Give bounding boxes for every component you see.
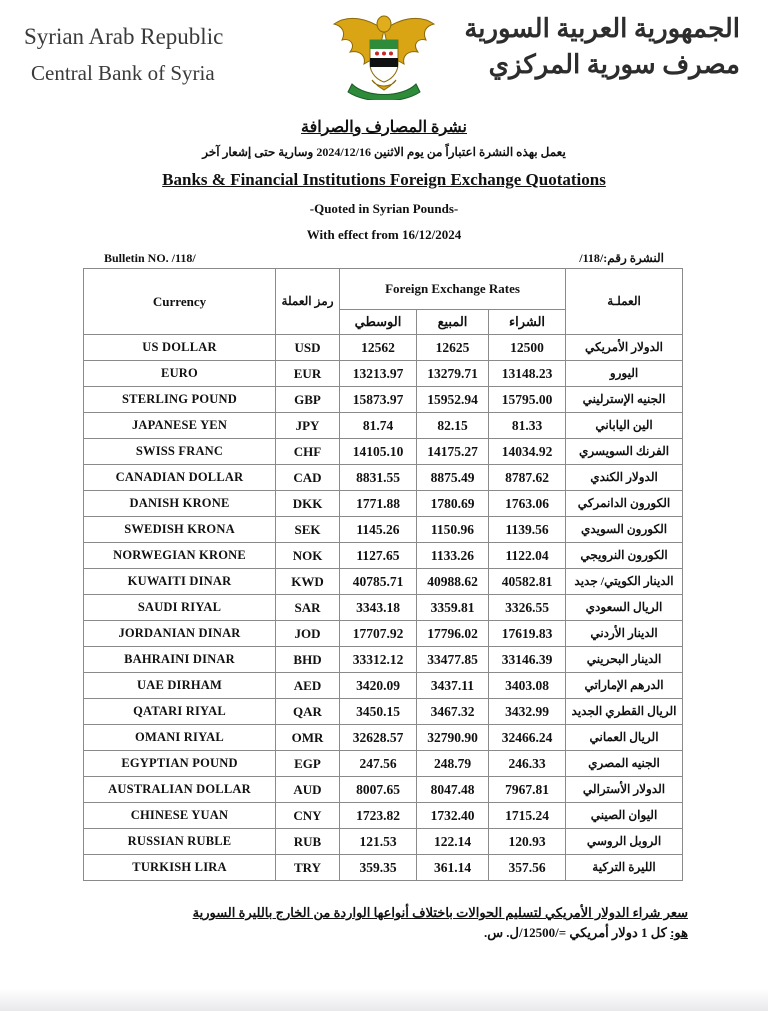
table-row: [84, 465, 683, 491]
currency-name-ar: الدولار الأسترالي: [566, 777, 683, 803]
table-row: [84, 517, 683, 543]
currency-code: JOD: [276, 621, 340, 647]
rate-buy: 1122.04: [489, 543, 566, 569]
currency-code: NOK: [276, 543, 340, 569]
currency-code: USD: [276, 335, 340, 361]
currency-code: TRY: [276, 855, 340, 881]
currency-name-ar: الروبل الروسي: [566, 829, 683, 855]
rate-buy: 1763.06: [489, 491, 566, 517]
rate-buy: 33146.39: [489, 647, 566, 673]
currency-name-ar: الفرنك السويسري: [566, 439, 683, 465]
rate-middle: 121.53: [340, 829, 417, 855]
effect-date: With effect from 16/12/2024: [306, 227, 462, 242]
table-row: [84, 725, 683, 751]
rate-middle: 32628.57: [340, 725, 417, 751]
currency-name-ar: الدرهم الإماراتي: [566, 673, 683, 699]
rate-sell: 3437.11: [417, 673, 489, 699]
currency-code: OMR: [276, 725, 340, 751]
rate-middle: 40785.71: [340, 569, 417, 595]
country-name-ar: الجمهورية العربية السورية: [464, 14, 740, 43]
rate-sell: 3359.81: [417, 595, 489, 621]
rate-middle: 81.74: [340, 413, 417, 439]
rate-buy: 3326.55: [489, 595, 566, 621]
rate-buy: 1715.24: [489, 803, 566, 829]
table-row: [84, 491, 683, 517]
currency-name-ar: الدينار الكويتي/ جديد: [566, 569, 683, 595]
header-currency-ar: العملـة: [566, 269, 683, 335]
rate-sell: 15952.94: [417, 387, 489, 413]
rate-sell: 3467.32: [417, 699, 489, 725]
rate-buy: 32466.24: [489, 725, 566, 751]
rate-sell: 12625: [417, 335, 489, 361]
table-row: [84, 387, 683, 413]
header-currency: Currency: [84, 269, 276, 335]
currency-name-ar: الدينار الأردني: [566, 621, 683, 647]
currency-name: EURO: [84, 361, 276, 387]
currency-name-ar: الكورون السويدي: [566, 517, 683, 543]
currency-code: RUB: [276, 829, 340, 855]
currency-name: SWEDISH KRONA: [84, 517, 276, 543]
rate-middle: 8831.55: [340, 465, 417, 491]
currency-name: UAE DIRHAM: [84, 673, 276, 699]
rate-buy: 13148.23: [489, 361, 566, 387]
currency-name: SAUDI RIYAL: [84, 595, 276, 621]
english-title: [0, 170, 768, 190]
rate-middle: 1771.88: [340, 491, 417, 517]
rate-buy: 246.33: [489, 751, 566, 777]
currency-name: CHINESE YUAN: [84, 803, 276, 829]
currency-code: EGP: [276, 751, 340, 777]
currency-code: CAD: [276, 465, 340, 491]
rate-buy: 3432.99: [489, 699, 566, 725]
rate-buy: 15795.00: [489, 387, 566, 413]
currency-name: KUWAITI DINAR: [84, 569, 276, 595]
table-row: [84, 621, 683, 647]
rate-middle: 359.35: [340, 855, 417, 881]
currency-name: EGYPTIAN POUND: [84, 751, 276, 777]
rate-middle: 247.56: [340, 751, 417, 777]
header-code-ar: رمز العملة: [276, 269, 340, 335]
rate-buy: 17619.83: [489, 621, 566, 647]
currency-name: US DOLLAR: [84, 335, 276, 361]
eagle-emblem-icon: [328, 10, 440, 100]
currency-name-ar: الليرة التركية: [566, 855, 683, 881]
currency-name: DANISH KRONE: [84, 491, 276, 517]
rate-middle: 13213.97: [340, 361, 417, 387]
rate-sell: 1150.96: [417, 517, 489, 543]
rate-buy: 120.93: [489, 829, 566, 855]
rate-sell: 248.79: [417, 751, 489, 777]
footer-note: سعر شراء الدولار الأمريكي لتسليم الحوالات باختلاف أنواعها الواردة من الخارج بالليرة السورية: [192, 905, 688, 920]
rate-sell: 17796.02: [417, 621, 489, 647]
currency-name: OMANI RIYAL: [84, 725, 276, 751]
currency-name: BAHRAINI DINAR: [84, 647, 276, 673]
rate-sell: 1732.40: [417, 803, 489, 829]
currency-code: SEK: [276, 517, 340, 543]
currency-name: JAPANESE YEN: [84, 413, 276, 439]
rate-sell: 1780.69: [417, 491, 489, 517]
rate-middle: 15873.97: [340, 387, 417, 413]
header-rates-group: Foreign Exchange Rates: [340, 269, 566, 310]
rate-sell: 13279.71: [417, 361, 489, 387]
bank-name: Central Bank of Syria: [31, 61, 215, 85]
currency-name: CANADIAN DOLLAR: [84, 465, 276, 491]
currency-code: BHD: [276, 647, 340, 673]
arabic-effect-note: يعمل بهذه النشرة اعتباراً من يوم الاثنين 2024/12/16 وسارية حتى إشعار آخر: [202, 145, 566, 159]
header-sell: المبيع: [417, 310, 489, 335]
rate-sell: 122.14: [417, 829, 489, 855]
table-row: [84, 543, 683, 569]
footer-rate-lead: هو:: [670, 925, 688, 940]
currency-name: AUSTRALIAN DOLLAR: [84, 777, 276, 803]
english-title-text: Banks & Financial Institutions Foreign Exchange Quotations: [162, 170, 606, 189]
currency-name: QATARI RIYAL: [84, 699, 276, 725]
table-row: [84, 361, 683, 387]
table-row: [84, 569, 683, 595]
currency-code: GBP: [276, 387, 340, 413]
arabic-title-text: نشرة المصارف والصرافة: [301, 119, 467, 136]
rates-body: [84, 335, 683, 881]
rate-buy: 81.33: [489, 413, 566, 439]
header-middle: الوسطي: [340, 310, 417, 335]
bank-name-ar: مصرف سورية المركزي: [488, 50, 740, 79]
table-row: [84, 335, 683, 361]
quoted-note: -Quoted in Syrian Pounds-: [309, 201, 459, 216]
currency-name-ar: الدولار الأمريكي: [566, 335, 683, 361]
currency-name: RUSSIAN RUBLE: [84, 829, 276, 855]
footer-rate-text: كل 1 دولار أمريكي =/12500/ل. س.: [483, 925, 671, 940]
exchange-rates-table: [83, 268, 683, 881]
currency-code: CNY: [276, 803, 340, 829]
table-row: [84, 803, 683, 829]
rate-middle: 12562: [340, 335, 417, 361]
currency-name-ar: الكورون النرويجي: [566, 543, 683, 569]
currency-name: JORDANIAN DINAR: [84, 621, 276, 647]
rate-middle: 1127.65: [340, 543, 417, 569]
rate-middle: 33312.12: [340, 647, 417, 673]
rate-buy: 357.56: [489, 855, 566, 881]
page-shadow: [0, 989, 768, 1011]
currency-code: SAR: [276, 595, 340, 621]
rate-buy: 7967.81: [489, 777, 566, 803]
table-row: [84, 855, 683, 881]
currency-name-ar: الدينار البحريني: [566, 647, 683, 673]
currency-code: AUD: [276, 777, 340, 803]
currency-name-ar: الريال السعودي: [566, 595, 683, 621]
footer-rate: [484, 925, 688, 941]
rate-sell: 40988.62: [417, 569, 489, 595]
rate-sell: 33477.85: [417, 647, 489, 673]
rate-sell: 14175.27: [417, 439, 489, 465]
currency-code: EUR: [276, 361, 340, 387]
rate-sell: 8047.48: [417, 777, 489, 803]
currency-code: QAR: [276, 699, 340, 725]
table-row: [84, 647, 683, 673]
table-row: [84, 673, 683, 699]
table-row: [84, 751, 683, 777]
header-buy: الشراء: [489, 310, 566, 335]
currency-name-ar: الجنيه المصري: [566, 751, 683, 777]
rate-middle: 8007.65: [340, 777, 417, 803]
currency-name: NORWEGIAN KRONE: [84, 543, 276, 569]
rate-middle: 17707.92: [340, 621, 417, 647]
rate-sell: 1133.26: [417, 543, 489, 569]
currency-name-ar: الريال العماني: [566, 725, 683, 751]
currency-name-ar: اليورو: [566, 361, 683, 387]
rate-buy: 40582.81: [489, 569, 566, 595]
currency-name-ar: الدولار الكندي: [566, 465, 683, 491]
currency-name: STERLING POUND: [84, 387, 276, 413]
currency-name: TURKISH LIRA: [84, 855, 276, 881]
rate-middle: 14105.10: [340, 439, 417, 465]
currency-code: CHF: [276, 439, 340, 465]
header-arabic: [464, 14, 740, 80]
rate-sell: 82.15: [417, 413, 489, 439]
bulletin-number: Bulletin NO. /118/: [104, 251, 196, 265]
rate-sell: 8875.49: [417, 465, 489, 491]
currency-code: AED: [276, 673, 340, 699]
rate-buy: 3403.08: [489, 673, 566, 699]
table-row: [84, 777, 683, 803]
rate-middle: 1723.82: [340, 803, 417, 829]
currency-name: SWISS FRANC: [84, 439, 276, 465]
currency-code: DKK: [276, 491, 340, 517]
table-row: [84, 699, 683, 725]
country-name: Syrian Arab Republic: [24, 24, 224, 49]
currency-code: KWD: [276, 569, 340, 595]
arabic-title: [0, 117, 768, 137]
rate-buy: 12500: [489, 335, 566, 361]
rate-buy: 8787.62: [489, 465, 566, 491]
rate-sell: 32790.90: [417, 725, 489, 751]
rate-middle: 1145.26: [340, 517, 417, 543]
table-row: [84, 413, 683, 439]
currency-name-ar: الكورون الدانمركي: [566, 491, 683, 517]
currency-code: JPY: [276, 413, 340, 439]
rate-middle: 3420.09: [340, 673, 417, 699]
table-row: [84, 595, 683, 621]
currency-name-ar: الين الياباني: [566, 413, 683, 439]
currency-name-ar: الجنيه الإسترليني: [566, 387, 683, 413]
rate-buy: 14034.92: [489, 439, 566, 465]
rate-middle: 3450.15: [340, 699, 417, 725]
rate-middle: 3343.18: [340, 595, 417, 621]
table-row: [84, 439, 683, 465]
rate-buy: 1139.56: [489, 517, 566, 543]
currency-name-ar: اليوان الصيني: [566, 803, 683, 829]
currency-name-ar: الريال القطري الجديد: [566, 699, 683, 725]
rate-sell: 361.14: [417, 855, 489, 881]
bulletin-number-ar: النشرة رقم:/118/: [579, 251, 664, 265]
table-row: [84, 829, 683, 855]
